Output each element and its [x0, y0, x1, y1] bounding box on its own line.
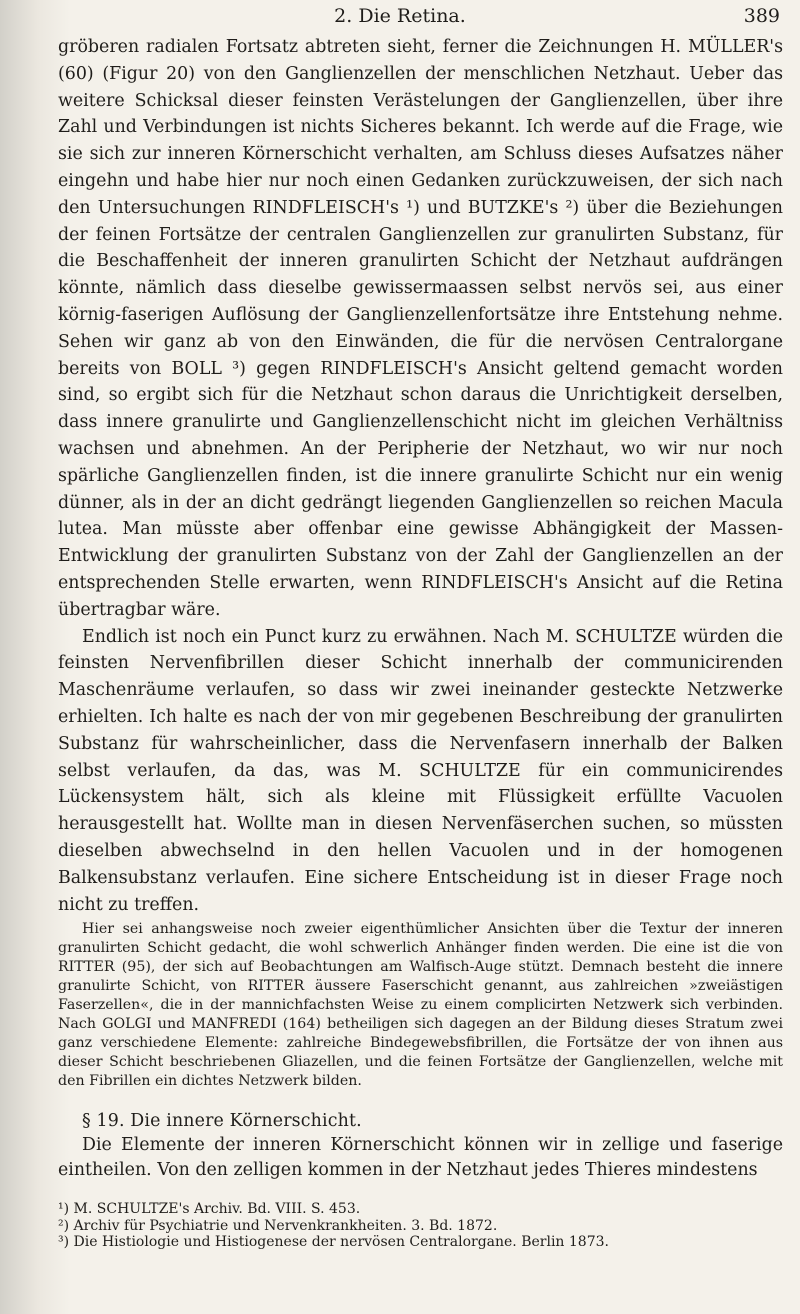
page-header	[0, 5, 800, 37]
body-paragraph-2: Endlich ist noch ein Punct kurz zu erwähnen. Nach M. SCHULTZE würden die feinsten Nervenfibrillen dieser Schicht innerhalb der communicirenden Maschenräume verlaufen, so dass wir zwei ineinander gesteckte Netzwerke erhielten. Ich halte es nach der von mir gegebenen Beschreibung der granulirten Substanz für wahrscheinlicher, dass die Nervenfasern innerhalb der Balken selbst verlaufen, da das, was M. SCHULTZE für ein communicirendes Lückensystem hält, sich als kleine mit Flüssigkeit erfüllte Vacuolen herausgestellt hat. Wollte man in diesen Nervenfäserchen suchen, so müssten dieselben abwechselnd in den hellen Vacuolen und in der homogenen Balkensubstanz verlaufen. Eine sichere Entscheidung ist in dieser Frage noch nicht zu treffen.	[58, 626, 783, 915]
page-number: 389	[743, 5, 780, 27]
section-heading: § 19. Die innere Körnerschicht.	[82, 1111, 362, 1132]
footnote-2: ²) Archiv für Psychiatrie und Nervenkrankheiten. 3. Bd. 1872.	[58, 1217, 498, 1234]
body-paragraph-1: gröberen radialen Fortsatz abtreten sieht, ferner die Zeichnungen H. MÜLLER's (60) (Figur 20) von den Ganglienzellen der menschlichen Netzhaut. Ueber das weitere Schicksal dieser feinsten Verästelungen der Ganglienzellen, über ihre Zahl und Verbindungen ist nichts Sicheres bekannt. Ich werde auf die Frage, wie sie sich zur inneren Körnerschicht verhalten, am Schluss dieses Aufsatzes näher eingehn und habe hier nur noch einen Gedanken zurückzuweisen, der sich nach den Untersuchungen RINDFLEISCH's ¹) und BUTZKE's ²) über die Beziehungen der feinen Fortsätze der centralen Ganglienzellen zur granulirten Substanz, für die Beschaffenheit der inneren granulirten Schicht der Netzhaut aufdrängen könnte, nämlich dass dieselbe gewissermaassen selbst nervös sei, aus einer körnig-faserigen Auflösung der Ganglienzellenfortsätze ihre Entstehung nehme. Sehen wir ganz ab von den Einwänden, die für die nervösen Centralorgane bereits von BOLL ³) gegen RINDFLEISCH's Ansicht geltend gemacht worden sind, so ergibt sich für die Netzhaut schon daraus die Unrichtigkeit derselben, dass innere granulirte und Ganglienzellenschicht nicht im gleichen Verhältniss wachsen und abnehmen. An der Peripherie der Netzhaut, wo wir nur noch spärliche Ganglienzellen finden, ist die innere granulirte Schicht nur ein wenig dünner, als in der an dicht gedrängt liegenden Ganglienzellen so reichen Macula lutea. Man müsste aber offenbar eine gewisse Abhängigkeit der Massen-Entwicklung der granulirten Substanz von der Zahl der Ganglienzellen an der entsprechenden Stelle erwarten, wenn RINDFLEISCH's Ansicht auf die Retina übertragbar wäre.	[58, 37, 783, 620]
footnote-1: ¹) M. SCHULTZE's Archiv. Bd. VIII. S. 453.	[58, 1201, 361, 1218]
running-head: 2. Die Retina.	[334, 5, 466, 27]
footnote-3: ³) Die Histiologie und Histiogenese der nervösen Centralorgane. Berlin 1873.	[58, 1234, 609, 1251]
page-content	[58, 34, 783, 1251]
section-paragraph: Die Elemente der inneren Körnerschicht können wir in zellige und faserige eintheilen. Von den zelligen kommen in der Netzhaut jedes Thieres mindestens	[58, 1135, 783, 1181]
footnotes	[58, 1201, 783, 1251]
small-print-paragraph: Hier sei anhangsweise noch zweier eigenthümlicher Ansichten über die Textur der inneren granulirten Schicht gedacht, die wohl schwerlich Anhänger finden werden. Die eine ist die von RITTER (95), der sich auf Beobachtungen am Walfisch-Auge stützt. Demnach besteht die innere granulirte Schicht, von RITTER äussere Faserschicht genannt, aus zahlreichen »zweiästigen Faserzellen«, die in der mannichfachsten Weise zu einem complicirten Netzwerk sich verbinden. Nach GOLGI und MANFREDI (164) betheiligen sich dagegen an der Bildung dieses Stratum zwei ganz verschiedene Elemente: zahlreiche Bindegewebsfibrillen, die Fortsätze der von ihnen aus dieser Schicht beschriebenen Gliazellen, und die feinen Fortsätze der Ganglienzellen, welche mit den Fibrillen ein dichtes Netzwerk bilden.	[58, 921, 783, 1090]
